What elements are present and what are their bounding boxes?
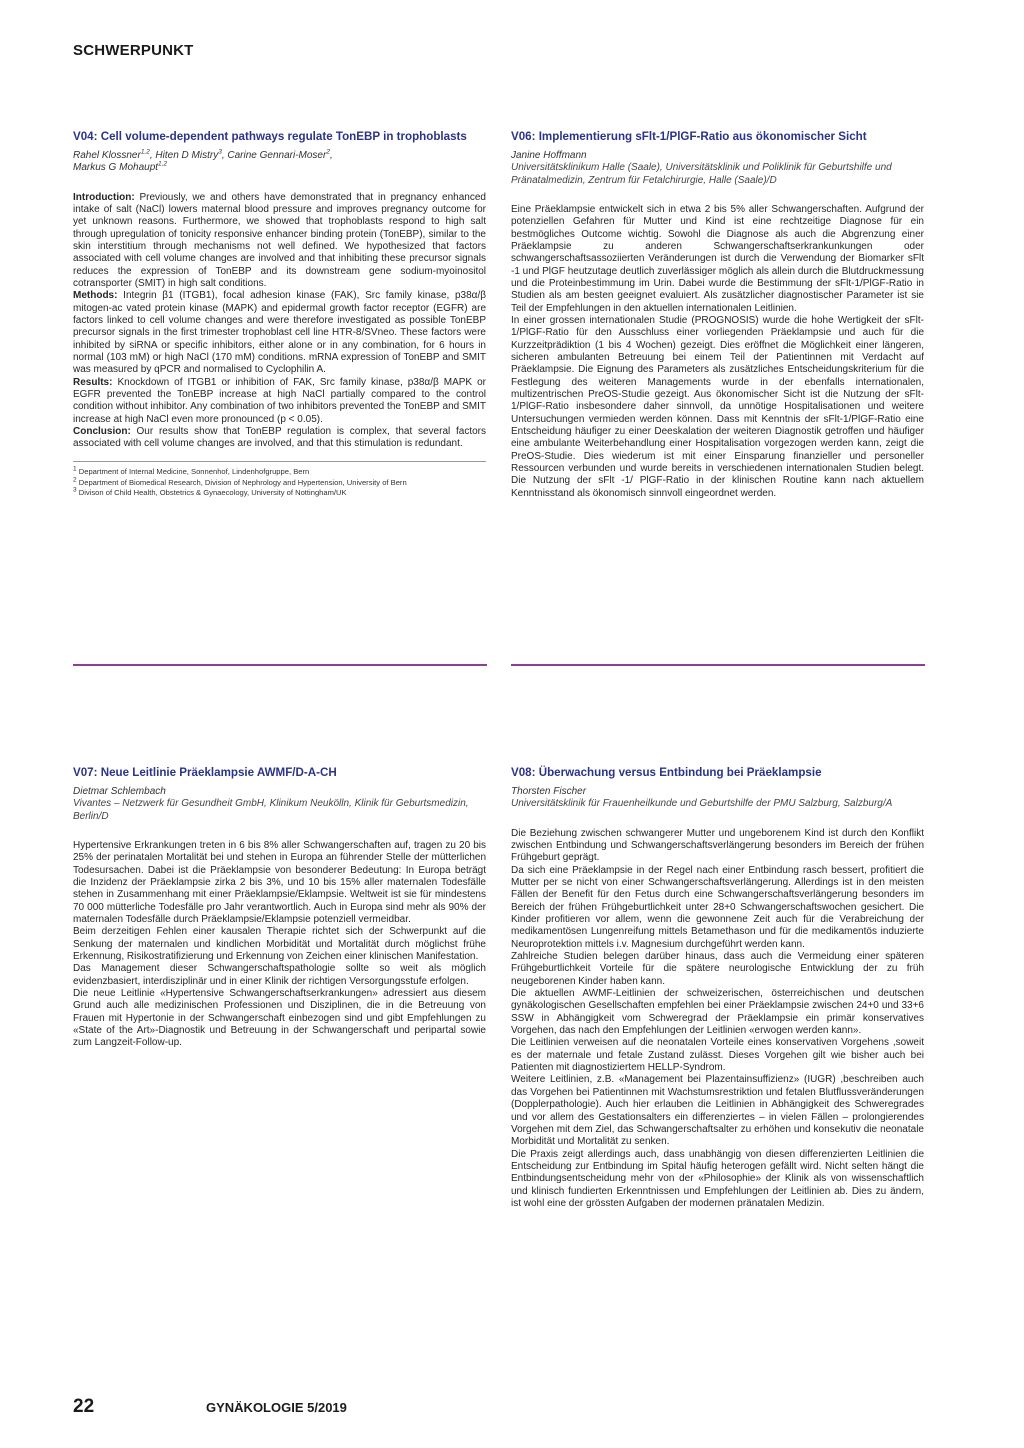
section-divider <box>73 664 487 666</box>
footnotes <box>73 461 486 499</box>
section-label: SCHWERPUNKT <box>73 42 194 59</box>
article-body: Die Beziehung zwischen schwangerer Mutter und ungeborenem Kind ist durch den Konflikt zwischen Entbindung und Schwangerschaftsverlängerung besonders im Bereich der frühen Frühgeburt geprägt. Da sich eine Präeklampsie in der Regel nach einer Entbindung rasch bessert, profitiert die Mutter per se nicht von einer Schwangerschaftsverlängerung. Allerdings ist in den meisten Fällen der Benefit für den Fetus durch eine Schwangerschaftsverlängerung besonders im Bereich der frühen Frühgeburtlichkeit unter 28+0 Schwangerschaftswochen gesichert. Die Kinder profitieren vor allem, wenn die gewonnene Zeit auch für die Verabreichung der medikamentösen Lungenreifung mittels Betamethason und für die medikamentös induzierte Neuroprotektion mittels i.v. Magnesium durchgeführt werden kann. Zahlreiche Studien belegen darüber hinaus, dass auch die Vermeidung einer späteren Frühgeburtlichkeit Vorteile für die spätere neurologische Entwicklung der zu früh neugeborenen Kinder haben kann. Die aktuellen AWMF-Leitlinien der schweizerischen, österreichischen und deutschen gynäkologischen Gesellschaften empfehlen bei einer Präeklampsie zwischen 24+0 und 33+6 SSW in Abhängigkeit vom Schweregrad der Präeklampsie ein primär konservatives Vorgehen, das nach den Empfehlungen der Leitlinien «erwogen werden kann». Die Leitlinien verweisen auf die neonatalen Vorteile eines konservativen Vorgehens ,soweit es der maternale und fetale Zustand zulässt. Dieses Vorgehen gilt wie bisher auch bei Patienten mit diagnostiziertem HELLP-Syndrom. Weitere Leitlinien, z.B. «Management bei Plazentainsuffizienz» (IUGR) ,beschreiben auch das Vorgehen bei Patientinnen mit Wachstumsrestriktion und fetalen Blutflussveränderungen (Dopplerpathologie). Auch hier erlauben die Leitlinien in Abhängigkeit des Schweregrades und vor allem des Gestationsalters ein differenziertes – in vielen Fällen – prolongierendes Vorgehen mit dem Ziel, das Schwangerschaftsalter zu erhöhen und konsekutiv die neonatale Morbidität und Mortalität zu senken. Die Praxis zeigt allerdings auch, dass unabhängig von diesen differenzierten Leitlinien die Entscheidung zur Entbindung im Spital häufig heterogen gefällt wird. Nicht selten hängt die Entbindungsentscheidung mehr von der «Philosophie» der Klinik als von wissenschaftlich und klinisch fundierten Erkenntnissen und Empfehlungen der Leitlinien ab. Dies zu ändern, ist wohl eine der grössten Aufgaben der modernen pränatalen Medizin. <box>511 827 924 1209</box>
article-v06 <box>511 130 924 500</box>
section-divider <box>511 664 925 666</box>
article-author: Dietmar Schlembach <box>73 786 166 797</box>
page-number: 22 <box>73 1396 95 1417</box>
footnote: $^1$ Department of Internal Medicine, Sonnenhof, Lindenhofgruppe, Bern <box>73 465 310 476</box>
footnote: $^3$ Divison of Child Health, Obstetrics & Gynaecology, University of Nottingham/UK <box>73 486 347 498</box>
article-title: V04: Cell volume-dependent pathways regulate TonEBP in trophoblasts <box>73 130 467 143</box>
article-authors: Rahel Klossner$^{1,2}$, Hiten D Mistry$^3$, Carine Gennari-Moser$^2$, Markus G Mohaupt$^{1,2}$ <box>73 148 333 174</box>
article-title: V06: Implementierung sFlt-1/PlGF-Ratio aus ökonomischer Sicht <box>511 130 867 143</box>
article-affiliation: Universitätsklinik für Frauenheilkunde und Geburtshilfe der PMU Salzburg, Salzburg/A <box>511 798 893 810</box>
article-body: Eine Präeklampsie entwickelt sich in etwa 2 bis 5% aller Schwangerschaften. Aufgrund der potenziellen Gefahren für Mutter und Kind ist eine rechtzeitige Diagnose für ein bestmögliches Outcome wichtig. Sowohl die Diagnose als auch die Abgrenzung einer Präeklampsie zu anderen Schwangerschaftserkrankunkungen oder schwangerschaftsassoziierten Veränderungen ist durch die Verwendung der Biomarker sFlt -1 und PlGF heutzutage deutlich zuverlässiger möglich als allein durch die Blutdruckmessung und die Proteinbestimmung im Urin. Dabei wurde die Bestimmung der sFlt-1/PlGF-Ratio in Studien als am besten geeignet evaluiert. Als zusätzlicher diagnostischer Parameter ist sie Teil der Empfehlungen in den aktuellen internationalen Leitlinien. In einer grossen internationalen Studie (PROGNOSIS) wurde die hohe Wertigkeit der sFlt-1/PlGF-Ratio für den Ausschluss einer vorliegenden Präeklampsie und auch für die Kurzzeitprädiktion (1 bis 4 Wochen) gezeigt. Dies eröffnet die Möglichkeit einer längeren, sicheren ambulanten Betreuung bei einem Teil der Patientinnen mit Verdacht auf Präeklampsie. Die Eignung des Parameters als zusätzliches Entscheidungskriterium für die Festlegung des weiteren Managements wurde in der ebenfalls internationalen, multizentrischen PreOS-Studie gezeigt. Aus ökonomischer Sicht ist die Nutzung der sFlt-1/PlGF-Ratio insbesondere daher sinnvoll, da unnötige Hospitalisationen und weitere Untersuchungen vermieden werden können. Dass mit Kenntnis der sFlt-1/PlGF-Ratio eine Entscheidung häufiger zu einer Deeskalation der weiteren Diagnostik getroffen und häufiger eine ambulante Weiterbehandlung einer Hospitalisation vorgezogen werden kann, zeigt die PreOS-Studie. Dies wiederum ist mit einer Einsparung finanzieller und personeller Ressourcen verbunden und wurde bereits in verschiedenen internationalen Studien belegt. Die Nutzung der sFlt -1/ PlGF-Ratio in der klinischen Routine kann nach aktuellem Kenntnisstand als ökonomisch sinnvoll eingeordnet werden. <box>511 203 924 499</box>
article-v07 <box>73 766 486 1050</box>
article-v04 <box>73 130 486 499</box>
article-affiliation: Vivantes – Netzwerk für Gesundheit GmbH, Klinikum Neukölln, Klinik für Geburtsmedizin, Berlin/D <box>73 798 469 822</box>
article-title: V08: Überwachung versus Entbindung bei Präeklampsie <box>511 766 822 779</box>
article-author: Thorsten Fischer <box>511 786 587 797</box>
article-v08 <box>511 766 924 1210</box>
footnote: $^2$ Department of Biomedical Research, Division of Nephrology and Hypertension, University of Bern <box>73 476 407 487</box>
article-affiliation: Universitätsklinikum Halle (Saale), Universitätsklinik und Poliklinik für Geburtshilfe und Pränatalmedizin, Zentrum für Fetalchirurgie, Halle (Saale)/D <box>511 162 892 186</box>
journal-issue: GYNÄKOLOGIE 5/2019 <box>206 1400 347 1415</box>
article-body: Hypertensive Erkrankungen treten in 6 bis 8% aller Schwangerschaften auf, tragen zu 20 bis 25% der perinatalen Mortalität bei und stehen in Europa an führender Stelle der mütterlichen Todesursachen. Dabei ist die Präeklampsie von besonderer Bedeutung: In Europa beträgt die Inzidenz der Präeklampsie zirka 2 bis 3%, und 10 bis 15% aller maternalen Todesfälle stehen in Zusammenhang mit einer Präeklampsie/Eklampsie. Weltweit ist sie für mindestens 70 000 mütterliche Todesfälle pro Jahr verantwortlich. Auch in Europa sind mehr als 90% der maternalen Todesfälle durch Präeklampsie/Eklampsie potenziell vermeidbar. Beim derzeitigen Fehlen einer kausalen Therapie richtet sich der Schwerpunkt auf die Senkung der maternalen und kindlichen Morbidität und Mortalität durch möglichst frühe Erkennung, Risikostratifizierung und Erkennung von Zeichen einer klinischen Manifestation. Das Management dieser Schwangerschaftspathologie sollte so weit als möglich evidenzbasiert, interdisziplinär und in einer Klinik der richtigen Versorgungsstufe erfolgen. Die neue Leitlinie «Hypertensive Schwangerschaftserkrankungen» adressiert aus diesem Grund auch alle medizinischen Professionen und Disziplinen, die in die Betreuung von Frauen mit Hypertonie in der Schwangerschaft einbezogen sind und gibt Empfehlungen zu «State of the Art»-Diagnostik und Betreuung in der Schwangerschaft und peripartal sowie zum Langzeit-Follow-up. <box>73 839 486 1049</box>
article-author: Janine Hoffmann <box>511 150 587 161</box>
article-title: V07: Neue Leitlinie Präeklampsie AWMF/D-A-CH <box>73 766 337 779</box>
article-body: Introduction: Previously, we and others have demonstrated that in pregnancy enhanced intake of salt (NaCl) lowers maternal blood pressure and improves pregnancy outcome for yet unknown reasons. Furthermore, we showed that trophoblasts respond to high salt through upregulation of tonicity responsive enhancer binding protein (TonEBP), similar to the skin interstitium through mechanisms not well defined. We hypothesized that factors associated with cell volume changes are involved and that inhibiting these precursor signals reduces the expression of TonEBP and its downstream gene sodium-myoinositol cotransporter (SMIT) in high salt conditions. Methods: Integrin β1 (ITGB1), focal adhesion kinase (FAK), Src family kinase, p38α/β mitogen-ac vated protein kinase (MAPK) and epidermal growth factor receptor (EGFR) are factors linked to cell volume changes and were therefore investigated as possible TonEBP precursor signals in the first trimester trophoblast cell line HTR-8/SVneo. These factors were inhibited by siRNA or specific inhibitors, either alone or in any combination, for 6 hours in normal (103 mM) or high NaCl (170 mM) conditions. mRNA expression of TonEBP and SMIT was measured by qPCR and normalised to Cyclophilin A. Results: Knockdown of ITGB1 or inhibition of FAK, Src family kinase, p38α/β MAPK or EGFR prevented the TonEBP increase at high NaCl partially compared to the control condition without inhibitor. Any combination of two inhibitors prevented the TonEBP and SMIT increase at high NaCl even more pronounced (p < 0.05). Conclusion: Our results show that TonEBP regulation is complex, that several factors associated with cell volume changes are involved, and that this stimulation is redundant. <box>73 191 486 450</box>
